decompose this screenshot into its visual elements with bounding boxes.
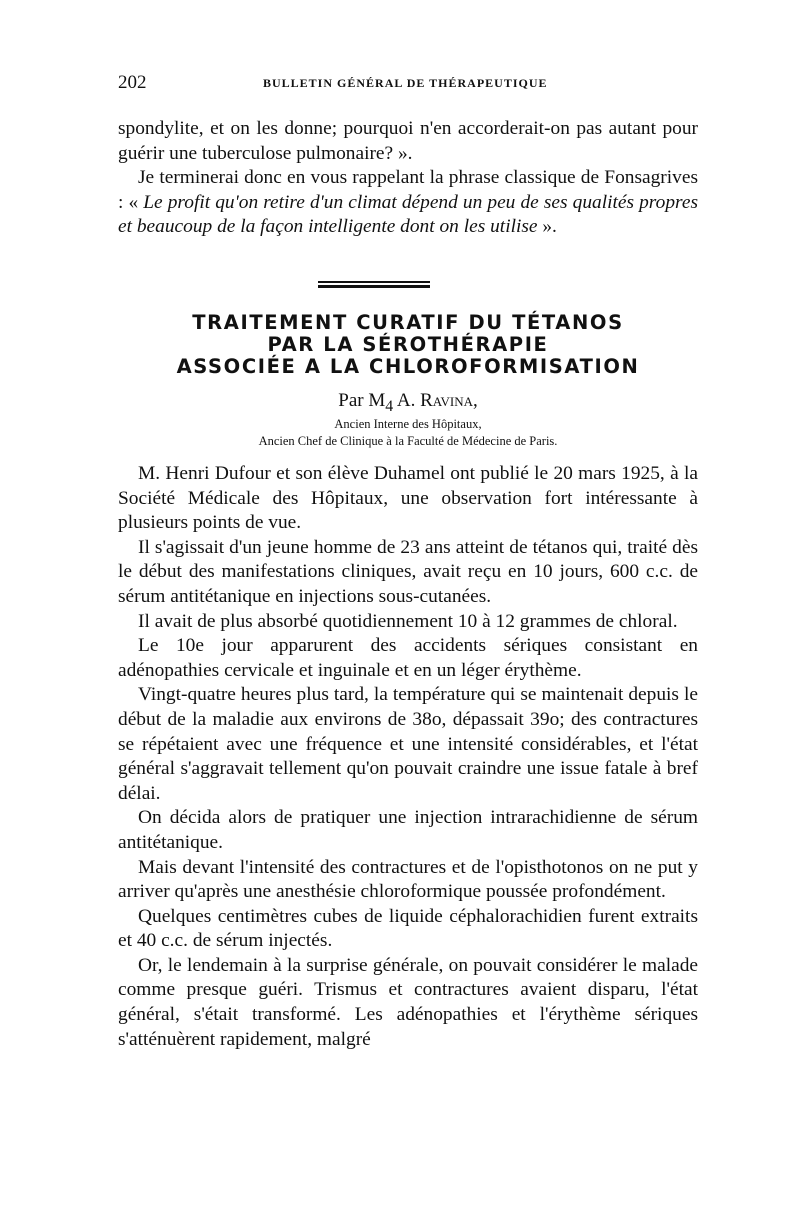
body-paragraph: Le 10e jour apparurent des accidents sériques consistant en adénopathies cervicale et inguinale et en un léger érythème. <box>118 635 698 681</box>
article-body <box>118 462 698 1052</box>
author-affiliation-2: Ancien Chef de Clinique à la Faculté de Médecine de Paris. <box>258 433 558 448</box>
divider-rule-thick <box>318 285 430 288</box>
article-author <box>118 390 698 416</box>
divider-rule-thin <box>318 281 430 283</box>
page-header <box>118 72 698 102</box>
section-divider <box>318 281 430 288</box>
author-affiliation-1: Ancien Interne des Hôpitaux, <box>334 416 482 431</box>
intro-paragraph-2 <box>118 166 698 240</box>
article-title-line-3: ASSOCIÉE A LA CHLOROFORMISATION <box>176 355 640 378</box>
body-paragraph: On décida alors de pratiquer une injection intrarachidienne de sérum antitétanique. <box>118 807 698 853</box>
body-paragraph: Or, le lendemain à la surprise générale, on pouvait considérer le malade comme presque guéri. Trismus et contractures avaient disparu, l'état général, s'était transformé. Les adénopathies et l'érythème sériques s'atténuèrent rapidement, malgré <box>118 954 698 1050</box>
intro-text <box>118 117 698 240</box>
article-title-line-2: PAR LA SÉROTHÉRAPIE <box>267 333 549 356</box>
intro-p2-end: ». <box>537 216 557 238</box>
body-paragraph: Vingt-quatre heures plus tard, la température qui se maintenait depuis le début de la maladie aux environs de 38o, dépassait 39o; des contractures se répétaient avec une fréquence et une intensité considérables, et l'état général s'aggravait tellement qu'on pouvait craindre une issue fatale à bref délai. <box>118 684 698 804</box>
author-name: A. Ravina, <box>393 390 478 411</box>
fonsagrives-quote: Le profit qu'on retire d'un climat dépend un peu de ses qualités propres et beaucoup de la façon intelligente dont on les utilise <box>118 191 699 238</box>
body-paragraph: Mais devant l'intensité des contractures et de l'opisthotonos on ne put y arriver qu'après une anesthésie chloroformique poussée profondément. <box>118 856 698 903</box>
body-paragraph: Il avait de plus absorbé quotidiennement 10 à 12 grammes de chloral. <box>138 610 678 632</box>
intro-paragraph-1: spondylite, et on les donne; pourquoi n'en accorderait-on pas autant pour guérir une tuberculose pulmonaire? ». <box>118 118 698 164</box>
author-prefix: Par M <box>338 390 386 411</box>
body-paragraph: M. Henri Dufour et son élève Duhamel ont publié le 20 mars 1925, à la Société Médicale des Hôpitaux, une observation fort intéressante à plusieurs points de vue. <box>118 463 698 534</box>
article-title-block <box>118 312 698 450</box>
page-number: 202 <box>118 72 147 93</box>
body-paragraph: Quelques centimètres cubes de liquide céphalorachidien furent extraits et 40 c.c. de sérum injectés. <box>118 905 698 952</box>
body-paragraph: Il s'agissait d'un jeune homme de 23 ans atteint de tétanos qui, traité dès le début des manifestations cliniques, avait reçu en 10 jours, 600 c.c. de sérum antitétanique en injections sous-cutanées. <box>118 536 698 607</box>
author-subscript: 4 <box>385 397 394 415</box>
intro-p2-start: Je terminerai donc en vous rappelant la phrase classique de Fonsagrives : « <box>118 167 698 213</box>
article-title-line-1: TRAITEMENT CURATIF DU TÉTANOS <box>192 311 624 334</box>
running-head: BULLETIN GÉNÉRAL DE THÉRAPEUTIQUE <box>263 76 548 90</box>
